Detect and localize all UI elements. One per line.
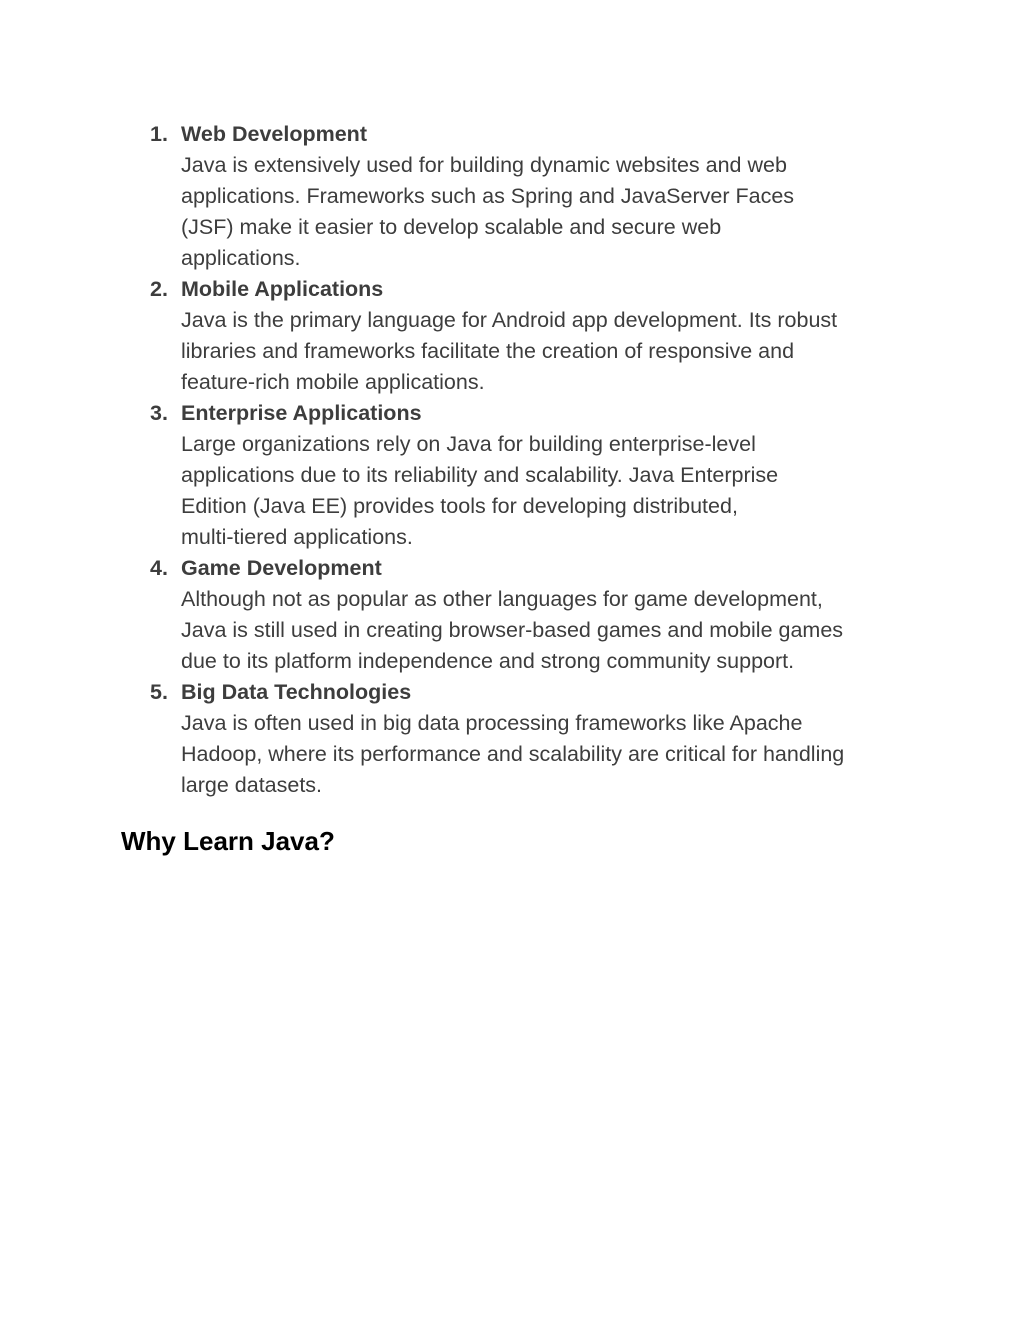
list-item-text-line: due to its platform independence and strong community support. <box>181 649 795 673</box>
section-heading: Why Learn Java? <box>121 826 335 856</box>
list-item-mobile-applications <box>150 274 910 398</box>
list-number: 4. <box>150 556 168 580</box>
list-item-text-line: libraries and frameworks facilitate the creation of responsive and <box>181 339 795 363</box>
list-item-big-data-technologies <box>150 677 910 801</box>
list-item-title: Enterprise Applications <box>181 401 422 425</box>
list-item-title: Game Development <box>181 556 382 580</box>
list-item-body <box>181 274 910 398</box>
list-item-body <box>181 398 910 553</box>
list-item-text-line: Java is still used in creating browser-based games and mobile games <box>181 618 844 642</box>
list-number: 3. <box>150 401 168 425</box>
list-item-title: Web Development <box>181 122 367 146</box>
list-item-text-line: Hadoop, where its performance and scalability are critical for handling <box>181 742 845 766</box>
list-item-game-development <box>150 553 910 677</box>
list-number: 2. <box>150 277 168 301</box>
list-number: 1. <box>150 122 168 146</box>
list-number: 5. <box>150 680 168 704</box>
list-item-text-line: Java is the primary language for Android app development. Its robust <box>181 308 838 332</box>
list-item-text-line: multi-tiered applications. <box>181 525 413 549</box>
list-item-body <box>181 119 910 274</box>
list-item-text-line: Large organizations rely on Java for building enterprise-level <box>181 432 756 456</box>
list-item-web-development <box>150 119 910 274</box>
list-item-text-line: feature-rich mobile applications. <box>181 370 485 394</box>
list-item-text-line: large datasets. <box>181 773 323 797</box>
list-item-text-line: Java is extensively used for building dynamic websites and web <box>181 153 787 177</box>
list-item-body <box>181 553 910 677</box>
java-uses-list <box>150 119 910 801</box>
list-item-title: Mobile Applications <box>181 277 384 301</box>
list-item-title: Big Data Technologies <box>181 680 412 704</box>
list-item-text-line: (JSF) make it easier to develop scalable and secure web <box>181 215 722 239</box>
list-item-text-line: applications. Frameworks such as Spring and JavaServer Faces <box>181 184 795 208</box>
list-item-body <box>181 677 910 801</box>
list-item-enterprise-applications <box>150 398 910 553</box>
list-item-text-line: Java is often used in big data processing frameworks like Apache <box>181 711 803 735</box>
list-item-text-line: applications due to its reliability and scalability. Java Enterprise <box>181 463 779 487</box>
list-item-text-line: Although not as popular as other languages for game development, <box>181 587 823 611</box>
list-item-text-line: Edition (Java EE) provides tools for developing distributed, <box>181 494 738 518</box>
list-item-text-line: applications. <box>181 246 301 270</box>
